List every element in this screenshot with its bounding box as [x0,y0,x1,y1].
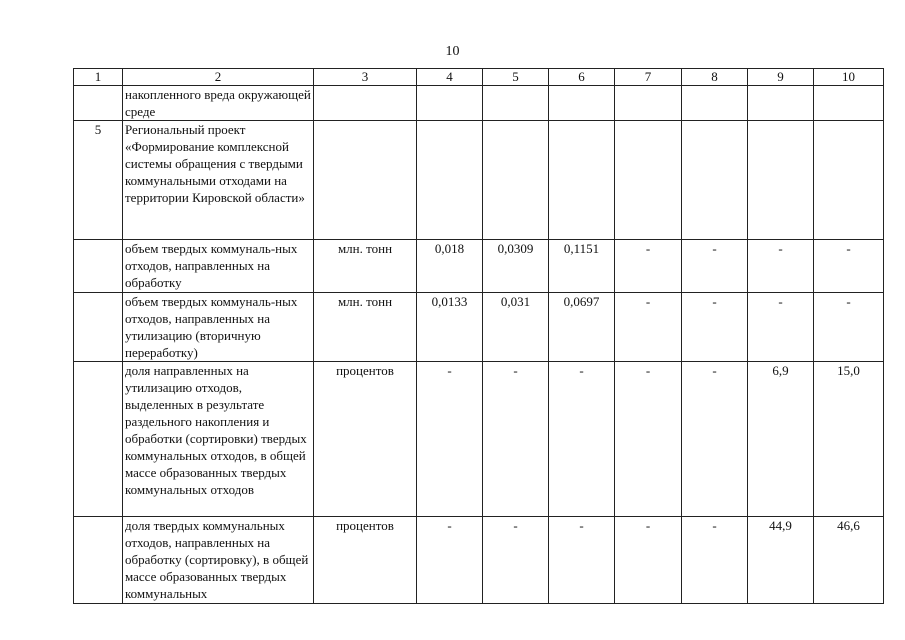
value-cell: 0,018 [417,240,483,293]
column-header: 5 [483,69,549,86]
indicator-name-cell: объем твердых коммуналь-ных отходов, направленных на обработку [123,240,314,293]
table-header-row [74,69,884,86]
table-row [74,121,884,240]
column-header: 2 [123,69,314,86]
value-cell: - [615,517,682,604]
value-cell [748,121,814,240]
value-cell [615,121,682,240]
indicator-name-cell: накопленного вреда окружающей среде [123,86,314,121]
unit-cell [314,121,417,240]
value-cell [682,86,748,121]
value-cell: - [483,517,549,604]
value-cell: 15,0 [814,362,884,517]
unit-cell: процентов [314,517,417,604]
value-cell: - [615,362,682,517]
indicator-name-cell: Региональный проект «Формирование комплексной системы обращения с твердыми коммунальными отходами на территории Кировской области» [123,121,314,240]
unit-cell: млн. тонн [314,293,417,362]
table-row [74,293,884,362]
unit-cell: процентов [314,362,417,517]
value-cell [814,86,884,121]
column-header: 6 [549,69,615,86]
value-cell: 0,0697 [549,293,615,362]
value-cell [549,121,615,240]
value-cell [748,86,814,121]
value-cell: - [682,293,748,362]
value-cell: - [748,240,814,293]
table-row [74,517,884,604]
table-row [74,240,884,293]
row-number-cell [74,86,123,121]
value-cell: 0,1151 [549,240,615,293]
row-number-cell [74,293,123,362]
value-cell: - [417,362,483,517]
value-cell: - [814,240,884,293]
unit-cell [314,86,417,121]
row-number-cell: 5 [74,121,123,240]
column-header: 1 [74,69,123,86]
value-cell [417,121,483,240]
indicator-name-cell: объем твердых коммуналь-ных отходов, направленных на утилизацию (вторичную переработку) [123,293,314,362]
value-cell: - [682,517,748,604]
value-cell [417,86,483,121]
value-cell: - [549,362,615,517]
table-row [74,86,884,121]
value-cell: 6,9 [748,362,814,517]
value-cell [615,86,682,121]
value-cell: - [483,362,549,517]
indicator-name-cell: доля направленных на утилизацию отходов, выделенных в результате раздельного накопления и обработки (сортировки) твердых коммунальных отходов, в общей массе образованных твердых коммунальных отходов [123,362,314,517]
column-header: 9 [748,69,814,86]
value-cell [549,86,615,121]
table-row [74,362,884,517]
value-cell: 44,9 [748,517,814,604]
indicator-name-cell: доля твердых коммунальных отходов, направленных на обработку (сортировку), в общей массе образованных твердых коммунальных [123,517,314,604]
value-cell: - [682,240,748,293]
value-cell: - [417,517,483,604]
data-table [73,68,884,604]
column-header: 4 [417,69,483,86]
value-cell [814,121,884,240]
value-cell: - [748,293,814,362]
value-cell: 0,0133 [417,293,483,362]
value-cell [483,86,549,121]
column-header: 8 [682,69,748,86]
value-cell: 0,0309 [483,240,549,293]
value-cell: - [814,293,884,362]
page-number: 10 [445,44,460,59]
column-header: 3 [314,69,417,86]
value-cell: - [615,293,682,362]
row-number-cell [74,517,123,604]
value-cell [483,121,549,240]
value-cell: - [682,362,748,517]
value-cell: 46,6 [814,517,884,604]
value-cell: - [615,240,682,293]
value-cell [682,121,748,240]
column-header: 7 [615,69,682,86]
unit-cell: млн. тонн [314,240,417,293]
value-cell: - [549,517,615,604]
column-header: 10 [814,69,884,86]
value-cell: 0,031 [483,293,549,362]
row-number-cell [74,240,123,293]
row-number-cell [74,362,123,517]
